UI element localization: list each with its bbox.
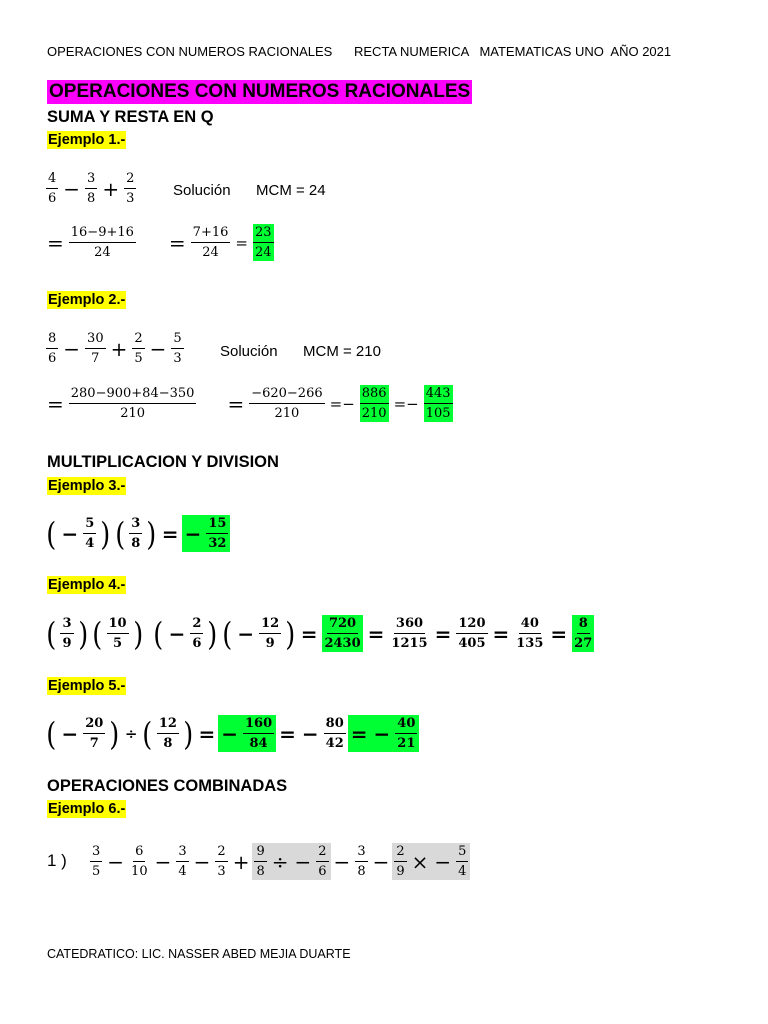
- fraction: [46, 330, 58, 367]
- example-3-label: Ejemplo 3.-: [48, 478, 126, 494]
- denominator: 4: [458, 864, 467, 879]
- numerator: 3: [176, 843, 188, 862]
- example-1-label: Ejemplo 1.-: [48, 132, 126, 148]
- example-5-label: Ejemplo 5.-: [48, 678, 126, 694]
- numerator: 80: [324, 715, 346, 734]
- operator: −: [154, 849, 172, 874]
- numerator: 23: [253, 224, 274, 243]
- parenthesis: ): [183, 714, 194, 753]
- parenthesis: (: [46, 614, 57, 653]
- denominator: 3: [217, 864, 226, 879]
- numerator: 280−900+84−350: [69, 385, 197, 404]
- numerator: 360: [394, 615, 425, 634]
- fraction: [157, 715, 179, 752]
- numerator: 4: [46, 170, 58, 189]
- denominator: 5: [113, 636, 123, 651]
- denominator: 5: [92, 864, 101, 879]
- operator: −: [184, 521, 202, 546]
- denominator: 1215: [391, 636, 428, 651]
- denominator: 84: [249, 736, 268, 751]
- page-header: OPERACIONES CON NUMEROS RACIONALES RECTA NUMERICA MATEMATICAS UNO AÑO 2021: [47, 44, 672, 59]
- fraction: [69, 385, 197, 422]
- numerator: 5: [456, 843, 468, 862]
- operator: +: [232, 849, 250, 874]
- denominator: 9: [62, 636, 72, 651]
- denominator: 21: [397, 736, 416, 751]
- numerator: 16−9+16: [69, 224, 136, 243]
- denominator: 27: [574, 636, 593, 651]
- numerator: 5: [171, 330, 183, 349]
- parenthesis: (: [115, 514, 126, 553]
- denominator: 210: [120, 406, 146, 421]
- example-1-mcm: MCM = 24: [256, 182, 326, 199]
- denominator: 105: [425, 406, 451, 421]
- parenthesis: ): [100, 514, 111, 553]
- operator: −: [168, 621, 186, 646]
- denominator: 7: [91, 351, 100, 366]
- denominator: 9: [265, 636, 275, 651]
- example-3-expression: [44, 515, 230, 552]
- denominator: 8: [131, 536, 141, 551]
- numerator: 15: [206, 515, 228, 534]
- denominator: 8: [163, 736, 173, 751]
- fraction: [90, 843, 102, 880]
- fraction: [85, 170, 97, 207]
- numerator: 3: [90, 843, 102, 862]
- example-4-expression: [44, 615, 596, 652]
- operator: =: [434, 621, 452, 646]
- result-fraction: [182, 515, 231, 552]
- operator: −: [373, 721, 391, 746]
- numerator: 8: [577, 615, 590, 634]
- numerator: 886: [360, 385, 389, 404]
- result-fraction: [253, 224, 274, 261]
- operator: =: [279, 721, 296, 746]
- fraction: [129, 843, 150, 880]
- operator: ÷: [124, 724, 138, 743]
- numerator: 12: [259, 615, 281, 634]
- page-footer: CATEDRATICO: LIC. NASSER ABED MEJIA DUARTE: [47, 947, 351, 961]
- numerator: 5: [83, 515, 96, 534]
- fraction: [83, 715, 105, 752]
- fraction: [456, 615, 487, 652]
- fraction: [129, 515, 142, 552]
- denominator: 10: [131, 864, 148, 879]
- denominator: 7: [89, 736, 99, 751]
- numerator: 8: [46, 330, 58, 349]
- denominator: 32: [208, 536, 227, 551]
- operator: −: [193, 849, 211, 874]
- fraction: [171, 330, 183, 367]
- numerator: 30: [85, 330, 106, 349]
- operator: =−: [329, 394, 355, 413]
- parenthesis: ): [132, 614, 143, 653]
- denominator: 210: [361, 406, 387, 421]
- operator: =: [235, 233, 248, 252]
- exercise-number: 1 ): [47, 851, 67, 870]
- denominator: 4: [178, 864, 187, 879]
- example-1-expression: [44, 170, 138, 207]
- result-fraction: [572, 615, 594, 652]
- numerator: 3: [355, 843, 367, 862]
- section-combinadas: OPERACIONES COMBINADAS: [47, 777, 288, 795]
- parenthesis: ): [285, 614, 296, 653]
- fraction: [389, 615, 429, 652]
- numerator: 3: [85, 170, 97, 189]
- numerator: 10: [107, 615, 129, 634]
- numerator: −620−266: [249, 385, 324, 404]
- parenthesis: (: [46, 514, 57, 553]
- document-title: OPERACIONES CON NUMEROS RACIONALES: [49, 81, 471, 102]
- parenthesis: ): [109, 714, 120, 753]
- denominator: 8: [357, 864, 366, 879]
- operator: −: [434, 849, 452, 874]
- fraction: [249, 385, 324, 422]
- numerator: 2: [215, 843, 227, 862]
- fraction: [132, 330, 144, 367]
- fraction: [355, 843, 367, 880]
- operator: −: [237, 621, 255, 646]
- parenthesis: (: [153, 614, 164, 653]
- fraction: [69, 224, 136, 261]
- numerator: 3: [129, 515, 142, 534]
- numerator: 40: [395, 715, 417, 734]
- fraction: [191, 224, 231, 261]
- fraction: [514, 615, 545, 652]
- parenthesis: (: [222, 614, 233, 653]
- operator: −: [372, 849, 390, 874]
- parenthesis: (: [142, 714, 153, 753]
- operator: −: [63, 176, 81, 201]
- operator: −: [333, 849, 351, 874]
- operator: =−: [393, 394, 419, 413]
- fraction: [206, 515, 228, 552]
- operator: −: [61, 721, 79, 746]
- numerator: 2: [190, 615, 203, 634]
- fraction: [394, 843, 406, 880]
- numerator: 40: [519, 615, 541, 634]
- operator: ÷: [271, 849, 289, 874]
- fraction: [190, 615, 203, 652]
- example-6-expression: [88, 843, 470, 880]
- section-mult-div: MULTIPLICACION Y DIVISION: [47, 453, 279, 471]
- example-2-label: Ejemplo 2.-: [48, 292, 126, 308]
- section-suma-resta: SUMA Y RESTA EN Q: [47, 108, 214, 126]
- denominator: 3: [173, 351, 182, 366]
- fraction: [243, 715, 274, 752]
- denominator: 6: [48, 351, 57, 366]
- operator: =: [168, 230, 186, 255]
- numerator: 120: [456, 615, 487, 634]
- operator: ×: [411, 849, 429, 874]
- operator: −: [61, 521, 79, 546]
- numerator: 443: [424, 385, 453, 404]
- denominator: 2430: [324, 636, 361, 651]
- denominator: 8: [87, 191, 96, 206]
- example-5-expression: [44, 715, 419, 752]
- fraction: [316, 843, 328, 880]
- operator: =: [350, 721, 368, 746]
- result-fraction: [424, 385, 453, 422]
- denominator: 24: [94, 245, 111, 260]
- operator: =: [227, 391, 245, 416]
- operator: −: [294, 849, 312, 874]
- parenthesis: ): [77, 614, 88, 653]
- numerator: 720: [327, 615, 358, 634]
- numerator: 2: [132, 330, 144, 349]
- operator: =: [161, 521, 179, 546]
- denominator: 5: [134, 351, 143, 366]
- example-1-solution: [44, 224, 276, 261]
- fraction: [176, 843, 188, 880]
- operator: −: [221, 721, 238, 746]
- numerator: 160: [243, 715, 274, 734]
- numerator: 2: [124, 170, 136, 189]
- result-fraction: [322, 615, 362, 652]
- numerator: 12: [157, 715, 179, 734]
- parenthesis: ): [146, 514, 157, 553]
- fraction: [456, 843, 468, 880]
- operator: −: [301, 721, 319, 746]
- denominator: 8: [256, 864, 265, 879]
- operator: =: [47, 230, 64, 255]
- fraction: [395, 715, 417, 752]
- operator: =: [47, 391, 64, 416]
- numerator: 2: [316, 843, 328, 862]
- result-fraction: [360, 385, 389, 422]
- denominator: 210: [274, 406, 300, 421]
- operator: =: [300, 621, 318, 646]
- example-6-label: Ejemplo 6.-: [48, 801, 126, 817]
- operator: +: [102, 176, 120, 201]
- denominator: 6: [192, 636, 202, 651]
- fraction: [254, 843, 266, 880]
- denominator: 9: [396, 864, 405, 879]
- operator: =: [550, 621, 568, 646]
- operator: =: [198, 721, 216, 746]
- fraction: [259, 615, 281, 652]
- numerator: 7+16: [191, 224, 231, 243]
- fraction: [83, 515, 96, 552]
- fraction: [46, 170, 58, 207]
- denominator: 4: [85, 536, 95, 551]
- result-fraction: [218, 715, 276, 752]
- numerator: 3: [60, 615, 73, 634]
- highlighted-multiplication: [392, 843, 470, 880]
- parenthesis: (: [92, 614, 103, 653]
- result-fraction: [348, 715, 420, 752]
- operator: −: [107, 849, 125, 874]
- fraction: [85, 330, 106, 367]
- operator: +: [110, 336, 128, 361]
- parenthesis: ): [207, 614, 218, 653]
- denominator: 42: [325, 736, 344, 751]
- fraction: [324, 715, 346, 752]
- fraction: [124, 170, 136, 207]
- denominator: 3: [126, 191, 135, 206]
- denominator: 6: [48, 191, 57, 206]
- operator: −: [149, 336, 167, 361]
- example-2-mcm: MCM = 210: [303, 343, 381, 360]
- example-4-label: Ejemplo 4.-: [48, 577, 126, 593]
- example-2-solution-label: Solución: [220, 343, 278, 360]
- operator: =: [492, 621, 510, 646]
- operator: −: [63, 336, 81, 361]
- fraction: [60, 615, 73, 652]
- fraction: [107, 615, 129, 652]
- operator: =: [367, 621, 385, 646]
- example-2-solution: [44, 385, 455, 422]
- fraction: [215, 843, 227, 880]
- numerator: 9: [254, 843, 266, 862]
- highlighted-division: [252, 843, 330, 880]
- denominator: 24: [254, 245, 272, 260]
- denominator: 405: [458, 636, 486, 651]
- denominator: 6: [318, 864, 327, 879]
- parenthesis: (: [46, 714, 57, 753]
- denominator: 24: [202, 245, 219, 260]
- numerator: 2: [394, 843, 406, 862]
- example-1-solution-label: Solución: [173, 182, 231, 199]
- numerator: 6: [133, 843, 145, 862]
- denominator: 135: [516, 636, 544, 651]
- example-2-expression: [44, 330, 186, 367]
- numerator: 20: [83, 715, 105, 734]
